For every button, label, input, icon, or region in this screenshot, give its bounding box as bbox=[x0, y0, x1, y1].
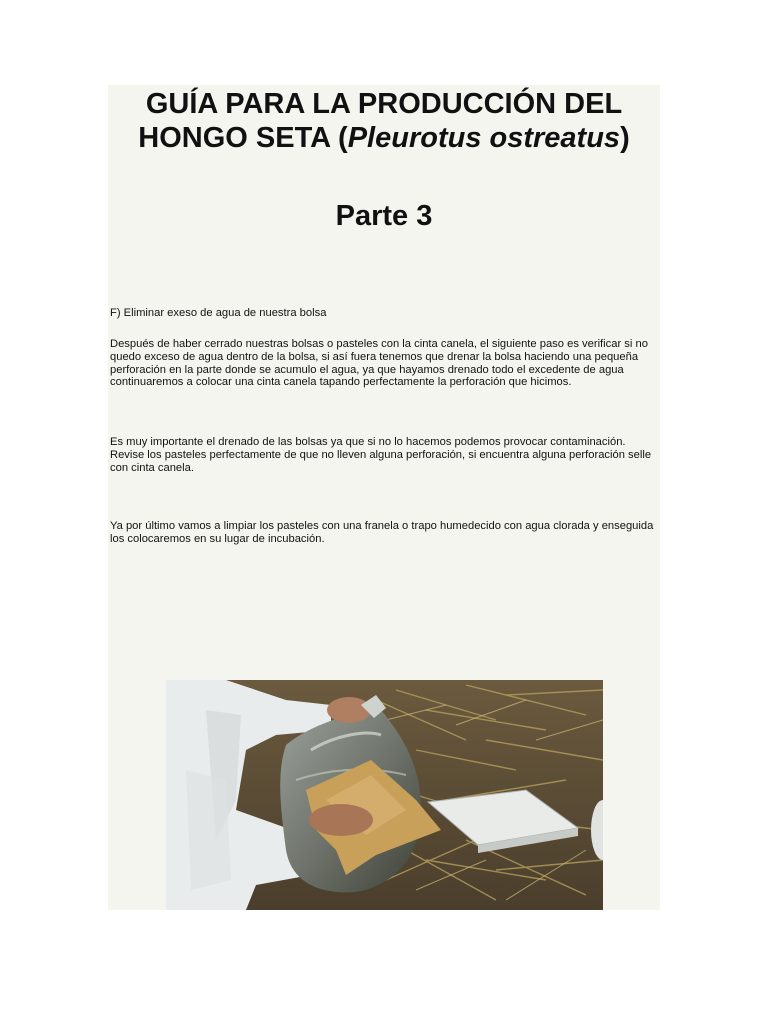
document-title bbox=[108, 85, 660, 155]
title-prefix: HONGO SETA ( bbox=[138, 122, 348, 154]
paragraph-cleaning: Ya por último vamos a limpiar los pasteles con una franela o trapo humedecido con agua clorada y enseguida los colocaremos en su lugar de incubación. bbox=[110, 520, 654, 545]
paragraph-drain-instructions: Después de haber cerrado nuestras bolsas o pasteles con la cinta canela, el siguiente paso es verificar si no quedo exceso de agua dentro de la bolsa, si así fuera tenemos que drenar la bolsa haciendo una pequeña perforación en la parte donde se acumulo el agua, ya que hayamos drenado todo el excedente de agua continuaremos a colocar una cinta canela tapando perfectamente la perforación que hicimos. bbox=[110, 338, 648, 389]
scientific-name: Pleurotus ostreatus bbox=[347, 122, 621, 154]
title-line-1: GUÍA PARA LA PRODUCCIÓN DEL bbox=[145, 88, 623, 120]
document-page bbox=[108, 85, 660, 910]
title-suffix: ) bbox=[620, 122, 630, 154]
bag-cleaning-photo bbox=[166, 680, 603, 910]
paragraph-importance: Es muy importante el drenado de las bolsas ya que si no lo hacemos podemos provocar contaminación. Revise los pasteles perfectamente de que no lleven alguna perforación, si encuentra alguna perforación selle con cinta canela. bbox=[110, 436, 652, 474]
title-line-2 bbox=[108, 121, 660, 155]
part-heading: Parte 3 bbox=[335, 200, 433, 232]
step-heading: F) Eliminar exeso de agua de nuestra bolsa bbox=[110, 307, 327, 319]
